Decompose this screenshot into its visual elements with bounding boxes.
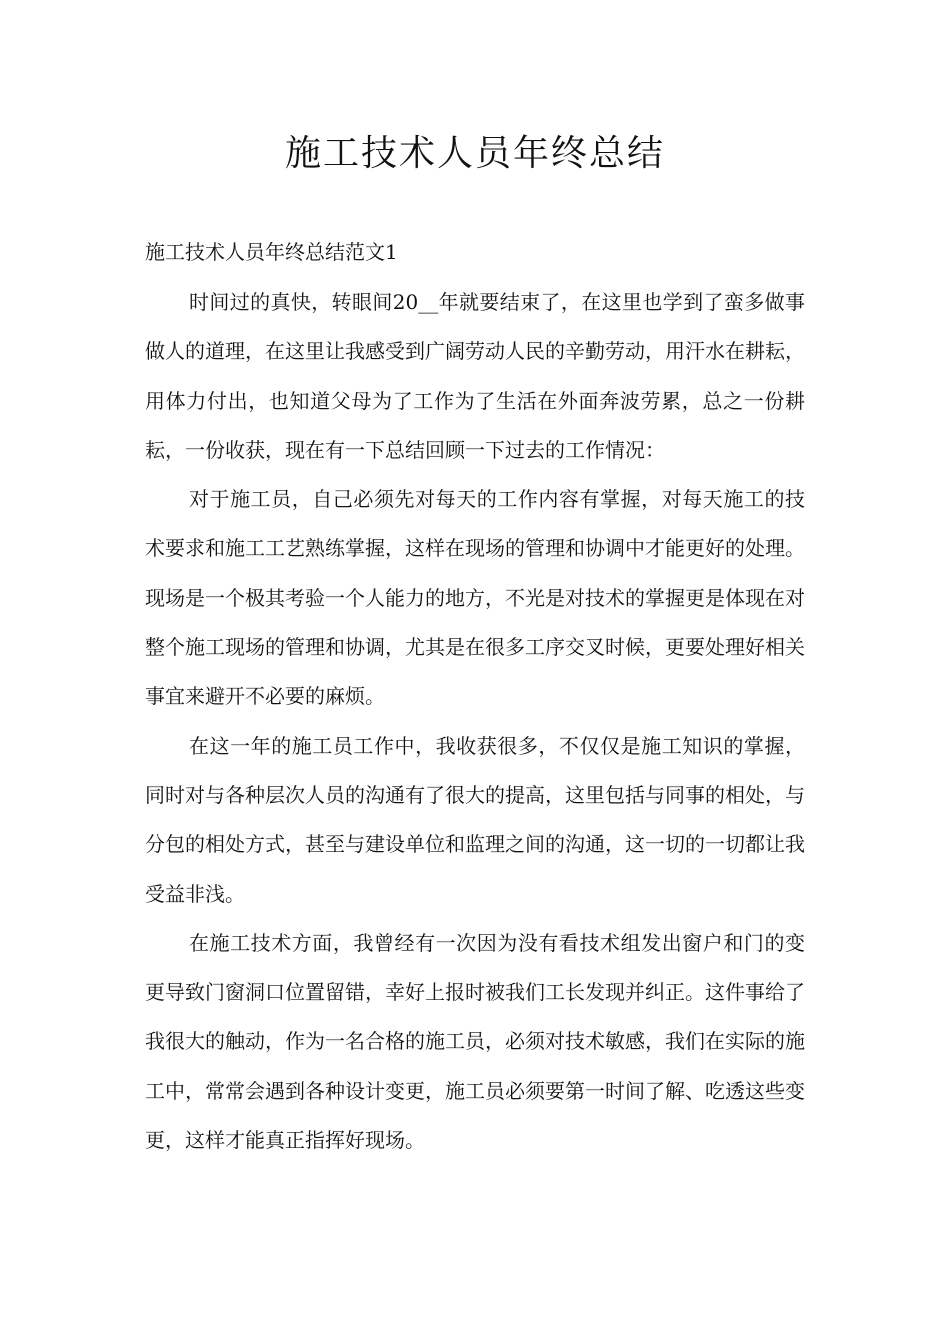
body-paragraph: 对于施工员，自己必须先对每天的工作内容有掌握，对每天施工的技术要求和施工工艺熟练掌握，这样在现场的管理和协调中才能更好的处理。现场是一个极其考验一个人能力的地方，不光是对技术的掌握更是体现在对整个施工现场的管理和协调，尤其是在很多工序交叉时候，更要处理好相关事宜来避开不必要的麻烦。 (145, 487, 805, 709)
body-paragraph: 在施工技术方面，我曾经有一次因为没有看技术组发出窗户和门的变更导致门窗洞口位置留错，幸好上报时被我们工长发现并纠正。这件事给了我很大的触动，作为一名合格的施工员，必须对技术敏感，我们在实际的施工中，常常会遇到各种设计变更，施工员必须要第一时间了解、吃透这些变更，这样才能真正指挥好现场。 (145, 930, 805, 1153)
document-subtitle: 施工技术人员年终总结范文1 (145, 240, 398, 264)
body-paragraph: 时间过的真快，转眼间20__年就要结束了，在这里也学到了蛮多做事做人的道理，在这里让我感受到广阔劳动人民的辛勤劳动，用汗水在耕耘，用体力付出，也知道父母为了工作为了生活在外面奔波劳累，总之一份耕耘，一份收获，现在有一下总结回顾一下过去的工作情况： (145, 290, 805, 462)
body-paragraph: 在这一年的施工员工作中，我收获很多，不仅仅是施工知识的掌握，同时对与各种层次人员的沟通有了很大的提高，这里包括与同事的相处，与分包的相处方式，甚至与建设单位和监理之间的沟通，这一切的一切都让我受益非浅。 (145, 733, 805, 906)
document-title: 施工技术人员年终总结 (284, 133, 665, 174)
document-body (145, 278, 805, 1165)
